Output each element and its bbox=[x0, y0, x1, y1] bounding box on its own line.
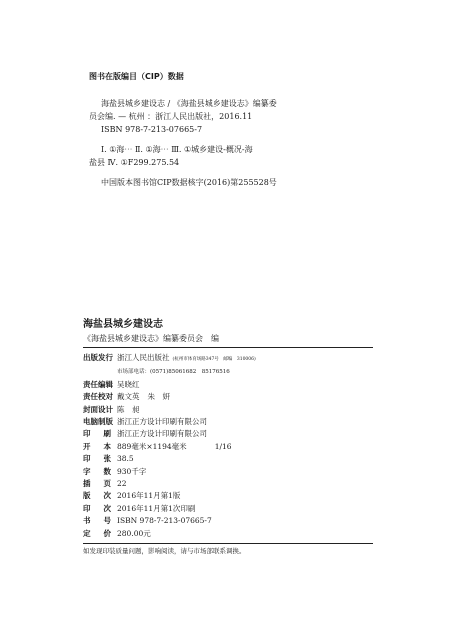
cip-isbn-line: ISBN 978-7-213-07665-7 bbox=[101, 125, 203, 134]
row-label: 版 次 bbox=[83, 491, 111, 501]
row-label: 电脑制版 bbox=[83, 417, 113, 427]
cip-classification-line-2: 盐县 Ⅳ. ①F299.275.54 bbox=[89, 158, 180, 167]
row-value: 吴晓红 bbox=[117, 379, 140, 389]
row-label: 字 数 bbox=[83, 466, 111, 476]
row-proofreader bbox=[83, 391, 373, 403]
marketing-phone: 市场部电话：(0571)85061682 85176516 bbox=[117, 369, 230, 376]
row-label: 开 本 bbox=[83, 441, 111, 451]
row-editor bbox=[83, 379, 373, 391]
row-value: 戴文英 bbox=[117, 392, 140, 402]
row-format bbox=[83, 441, 373, 453]
row-printing bbox=[83, 428, 373, 440]
quality-notice: 如发现印装质量问题，影响阅读，请与市场部联系调换。 bbox=[83, 547, 246, 556]
row-plates bbox=[83, 478, 373, 490]
row-label: 责任校对 bbox=[83, 392, 113, 402]
row-label: 印 次 bbox=[83, 503, 111, 513]
row-price bbox=[83, 528, 373, 540]
row-value: 2016年11月第1版 bbox=[117, 491, 181, 501]
row-value: 930千字 bbox=[117, 466, 147, 476]
top-divider bbox=[83, 347, 373, 348]
row-value: 22 bbox=[117, 479, 127, 489]
cip-check-number: 中国版本图书馆CIP数据核字(2016)第255528号 bbox=[101, 178, 277, 187]
colophon-rows bbox=[83, 352, 373, 540]
row-label: 印 刷 bbox=[83, 429, 111, 439]
row-value: 浙江正方设计印刷有限公司 bbox=[117, 429, 207, 439]
cip-entry-line-2: 员会编. — 杭州 ：浙江人民出版社，2016.11 bbox=[89, 112, 253, 121]
row-label: 定 价 bbox=[83, 528, 111, 538]
cip-entry-line-1: 海盐县城乡建设志 / 《海盐县城乡建设志》编纂委 bbox=[101, 99, 277, 108]
row-label: 印 张 bbox=[83, 454, 111, 464]
bottom-divider bbox=[83, 543, 373, 544]
publisher-name: 浙江人民出版社 bbox=[117, 353, 170, 362]
row-word-count bbox=[83, 466, 373, 478]
row-isbn bbox=[83, 515, 373, 527]
row-value: 陈 昶 bbox=[117, 404, 140, 414]
row-label: 责任编辑 bbox=[83, 379, 113, 389]
cip-title: 图书在版编目（CIP）数据 bbox=[89, 72, 184, 81]
row-value: ISBN 978-7-213-07665-7 bbox=[117, 516, 212, 526]
row-phone bbox=[83, 366, 373, 378]
cip-block bbox=[89, 70, 389, 189]
row-publisher bbox=[83, 352, 373, 366]
row-cover-design bbox=[83, 404, 373, 416]
row-label: 出版发行 bbox=[83, 353, 113, 362]
cip-classification-line-1: Ⅰ. ①海⋯ Ⅱ. ①海⋯ Ⅲ. ①城乡建设-概况-海 bbox=[101, 145, 253, 154]
row-label: 插 页 bbox=[83, 479, 111, 489]
publisher-address: (杭州市体育场路347号 邮编 310006) bbox=[172, 357, 256, 362]
row-value: 2016年11月第1次印刷 bbox=[117, 503, 196, 513]
editor-line: 《海盐县城乡建设志》编纂委员会 编 bbox=[83, 334, 219, 343]
book-title: 海盐县城乡建设志 bbox=[83, 319, 163, 330]
colophon-block bbox=[83, 318, 373, 557]
row-edition bbox=[83, 490, 373, 502]
row-sheets bbox=[83, 453, 373, 465]
row-value: 浙江正方设计印刷有限公司 bbox=[117, 417, 207, 427]
row-label bbox=[83, 366, 117, 378]
row-value: 280.00元 bbox=[117, 528, 151, 538]
row-value: 889毫米×1194毫米 bbox=[117, 441, 187, 451]
row-value-2: 朱 妍 bbox=[147, 392, 170, 402]
row-value-2: 1/16 bbox=[214, 441, 232, 451]
row-value: 38.5 bbox=[117, 454, 134, 464]
row-impression bbox=[83, 503, 373, 515]
row-typesetting bbox=[83, 416, 373, 428]
row-label: 书 号 bbox=[83, 516, 111, 526]
row-label: 封面设计 bbox=[83, 404, 113, 414]
